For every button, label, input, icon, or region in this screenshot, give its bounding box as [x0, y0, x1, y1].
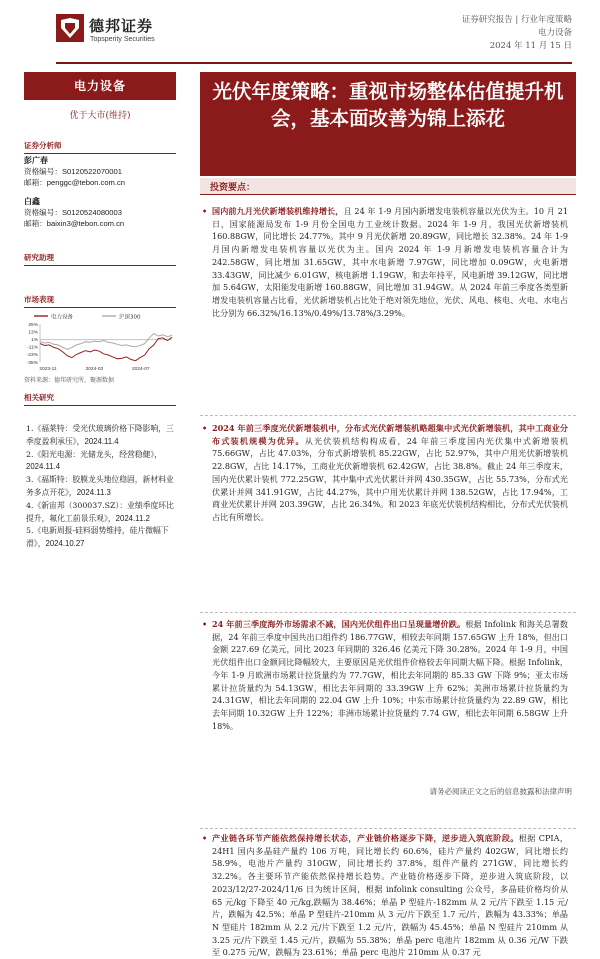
reg-label: 资格编号：: [24, 167, 62, 176]
series-line: [40, 334, 172, 350]
legend-label: 沪深300: [119, 314, 141, 321]
brand-name-cn: 德邦证券: [89, 17, 154, 35]
related-list: [26, 423, 174, 551]
related-item[interactable]: 1.《福莱特：受光伏玻璃价格下降影响，三季度盈利承压》，2024.11.4: [26, 424, 174, 446]
y-tick-label: -35%: [26, 360, 38, 366]
chart-source: 资料来源：德邦研究所，聚源数据: [24, 377, 115, 384]
series-line: [40, 337, 172, 360]
header-divider: [56, 62, 572, 64]
related-item[interactable]: 5.《电新周报-硅料弱势维持，硅片微幅下滑》，2024.10.27: [26, 526, 169, 549]
related-item[interactable]: 4.《新宙邦（300037.SZ）：业绩季度环比提升，氟化工前景乐观》，2024.11.2: [26, 500, 174, 523]
bullet-icon: •: [202, 206, 208, 216]
x-tick-label: 2024-07: [131, 367, 150, 372]
key-point-2: • 2024 年前三季度光伏新增装机中，分布式光伏新增装机略超集中式光伏新增装机，其中工商业分布式装机规模为优异。从光伏装机结构构成看，24 年前三季度国内光伏集中式新增装机 75.66GW，占比 47.03%，分布式新增装机 85.22GW，占比 52.97%，其中户用光伏新增装机 22.8GW，占比 14.17%，工商业光伏新增装机 62.42GW，占比 38.8%。截止 24 年三季度末，国内光伏累计装机 772.25GW，其中集中式光伏累计并网 430.35GW，占比 55.73%，分布式光伏累计并网 341.91GW，占比 44.27%，其中户用光伏累计并网 138.52GW，占比 17.94%，工商业光伏累计并网 203.39GW，占比 26.34%。和 2023 年底光伏装机结构相比，分布式光伏装机占比有所增长。: [202, 423, 568, 522]
analyst-heading: 证券分析师: [24, 140, 176, 154]
sector-tag: 电力设备: [537, 28, 572, 38]
y-tick-label: -11%: [27, 345, 38, 351]
y-tick-label: -23%: [26, 353, 38, 359]
related-item[interactable]: 3.《福斯特：胶膜龙头地位稳固，新材料业务多点开花》，2024.11.3: [26, 475, 174, 497]
brand-name-en: Topsperity Securities: [90, 36, 155, 43]
analyst-email[interactable]: baixin3@tebon.com.cn: [46, 219, 125, 228]
key-points-heading: 投资要点：: [210, 183, 256, 193]
sidebar: [24, 72, 176, 800]
related-heading: 相关研究: [24, 392, 176, 406]
y-tick-label: 1%: [31, 338, 38, 343]
report-type: 证券研究报告 | 行业年度策略: [461, 15, 572, 25]
key-point-4: • 产业链各环节产能依然保持增长状态，产业链价格逐步下降，逆步进入筑底阶段。根据 CPIA，24H1 国内多晶硅产量约 106 万吨，同比增长约 60.6%，硅片产量约 402GW，同比增长约 58.9%，电池片产量约 310GW，同比增长约 37.8%，组件产量约 271GW，同比增长约 32.2%。各主要环节产能依然保持增长趋势。产业链价格逐步下降，逆步进入筑底阶段，以 2023/12/27-2024/11/6 日为统计区间，根据 infolink consulting 公众号，多晶硅价格均价从 65 元/kg 下降至 40 元/kg,跌幅为 38.46%；单晶 P 型硅片-182mm 从 2 元/片下跌至 1.15 元/片，跌幅为 42.5%；单晶 P 型硅片-210mm 从 3 元/片下跌至 1.7 元/片，跌幅为 43.33%；单晶 N 型硅片 182mm 从 2.2 元/片下跌至 1.2 元/片，跌幅为 45.45%；单晶 N 型硅片 210mm 从 3.25 元/片下跌至 1.45 元/片，跌幅为 55.38%；单晶 perc 电池片 182mm 从 0.36 元/W 下跌至 0.275 元/W，跌幅为 23.61%；单晶 perc 电池片 210mm 从 0.37 元: [202, 833, 568, 958]
bullet-icon: •: [202, 833, 208, 843]
analyst-email[interactable]: penggc@tebon.com.cn: [46, 178, 125, 187]
footer-disclaimer: 请务必阅读正文之后的信息披露和法律声明: [429, 787, 572, 796]
key-points-divider: [200, 194, 576, 195]
analyst-name: 彭广春: [24, 156, 48, 165]
related-item[interactable]: 2.《阳光电源：光储龙头，经营稳健》，2024.11.4: [26, 449, 163, 472]
key-points-header: [200, 178, 576, 194]
legend-label: 电力设备: [51, 314, 74, 321]
key-point-1: • 国内前九月光伏新增装机维持增长，且 24 年 1-9 月国内新增发电装机容量以光伏为主。10 月 21 日，国家能源局发布 1-9 月份全国电力工业统计数据。2024 年 1-9 月，我国光伏新增装机 160.88GW，同比增长 24.77%。其中 9 月光伏新增 20.89GW，同比增长 32.38%。24 年 1-9 月国内新增发电装机容量以光伏为主。国内 2024 年 1-9 月新增发电装机容量合计为 242.58GW，同比增加 31.65GW，其中水电新增 7.97GW，同比增加 0.09GW，火电新增 33.43GW，同比减少 6.01GW，核电新增 1.19GW，和去年持平，风电新增 39.12GW，同比增加 5.64GW，太阳能发电新增 160.88GW，同比增加 31.94GW。从 2024 年前三季度各类型新增发电装机容量占比看，光伏新增装机占比处于绝对领先地位，光伏、风电、核电、火电、水电占比分别为 66.32%/16.13%/0.49%/13.78%/3.29%。: [202, 206, 568, 318]
bullet-icon: •: [202, 423, 208, 433]
y-tick-label: 13%: [28, 330, 38, 336]
assistant-heading: 研究助理: [24, 252, 176, 266]
analyst-block-2: [24, 196, 124, 229]
section-divider: [200, 612, 576, 613]
key-point-3: • 24 年前三季度海外市场需求不减，国内光伏组件出口呈现量增价跌。根据 Infolink 和海关总署数据，24 年前三季度中国共出口组件约 186.77GW，相较去年同期 157.65GW 上升 18%，但出口金额 227.69 亿美元，同比 2023 年同期的 326.46 亿美元下降 30.28%。2024 年 1-9 月，中国光伏组件出口金额同比降幅较大，主要原因是光伏组件价格较去年同期大幅下降。根据 Infolink，今年 1-9 月欧洲市场累计拉货量约为 77.7GW，相比去年同期的 85.33 GW 下降 9%；亚太市场累计拉货量约为 54.13GW，相比去年同期的 33.39GW 上升 62%；美洲市场累计拉货量约为 24.31GW，相比去年同期的 22.04 GW 上升 10%；中东市场累计拉货量约为 22.89 GW，相比去年同期 10.32GW 上升 122%；非洲市场累计拉货量约 7.74 GW，相比去年同期 6.58GW 上升 18%。: [202, 619, 568, 731]
page-header: [0, 0, 600, 72]
reg-number: S0120524080003: [61, 208, 122, 217]
report-date: 2024 年 11 月 15 日: [489, 41, 572, 51]
reg-number: S0120522070001: [61, 167, 122, 176]
section-divider: [200, 415, 576, 416]
reg-label: 资格编号：: [24, 208, 62, 217]
email-label: 邮箱：: [24, 178, 47, 187]
brand-logo-icon: [56, 14, 84, 42]
y-tick-label: 25%: [28, 322, 38, 328]
main-content: [200, 72, 576, 958]
x-tick-label: 2023-11: [39, 367, 57, 372]
section-divider: [200, 828, 576, 829]
email-label: 邮箱：: [24, 219, 47, 228]
x-tick-label: 2024-03: [85, 367, 104, 372]
header-meta: [462, 14, 572, 53]
market-heading: 市场表现: [24, 294, 176, 308]
market-performance-chart: [24, 312, 176, 374]
sector-label: 电力设备: [24, 72, 176, 100]
analyst-block-1: [24, 155, 125, 188]
analyst-name: 白鑫: [24, 197, 40, 206]
rating: 优于大市(维持): [69, 111, 131, 121]
report-title: 光伏年度策略：重视市场整体估值提升机会，基本面改善为锦上添花: [200, 72, 576, 176]
bullet-icon: •: [202, 619, 208, 629]
